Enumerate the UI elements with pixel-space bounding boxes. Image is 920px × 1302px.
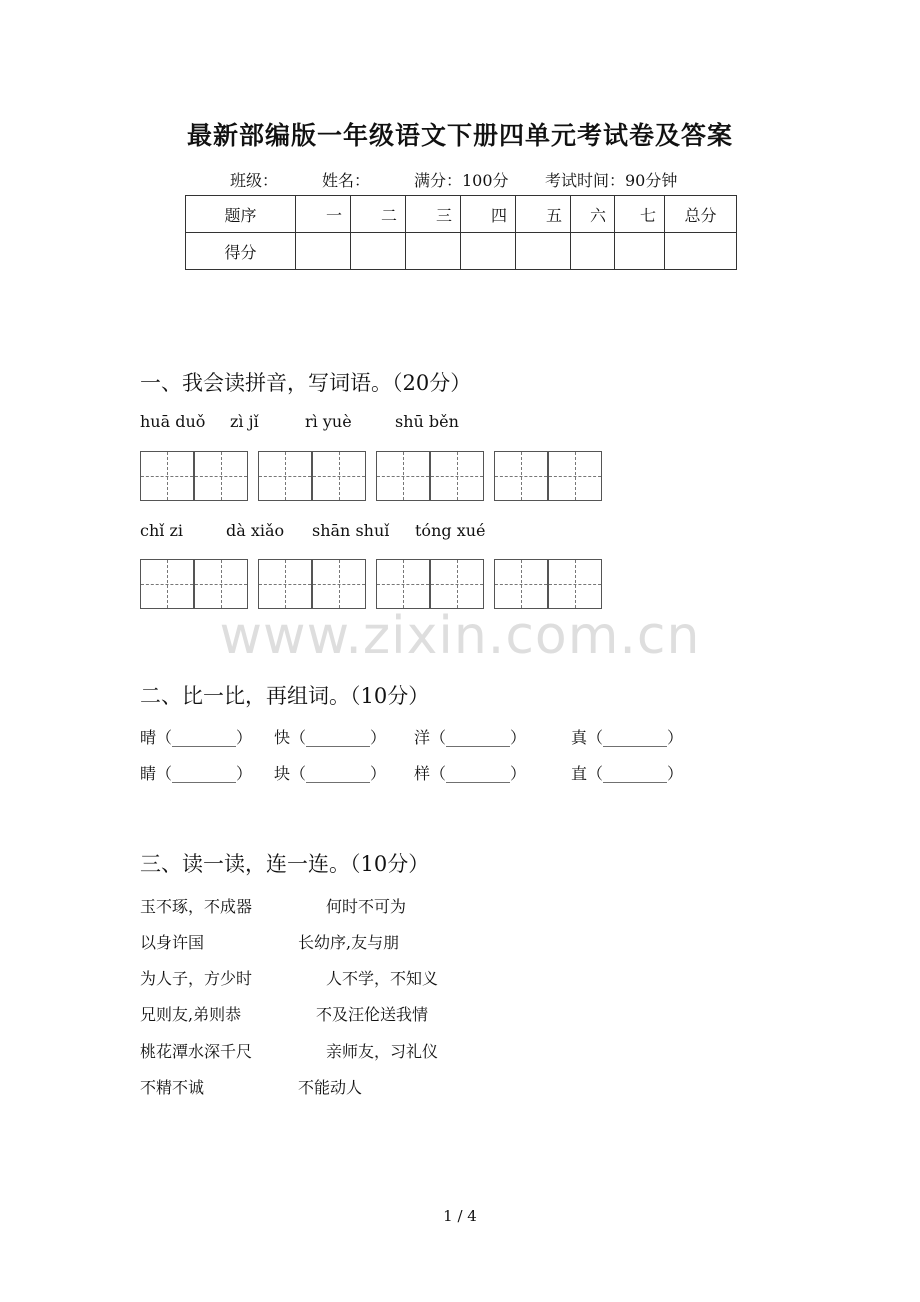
word-blank[interactable]: 洋（________） [414,728,527,747]
match-left-item[interactable]: 以身许国 [140,933,205,952]
writing-grid-row-2 [140,559,610,609]
page-number: 1 / 4 [443,1207,477,1225]
writing-box[interactable] [312,559,366,609]
writing-box[interactable] [194,559,248,609]
score-cell[interactable] [461,233,516,270]
match-row [140,1039,480,1063]
writing-box[interactable] [140,559,194,609]
header-cell: 三 [406,196,461,233]
writing-box[interactable] [258,559,312,609]
match-right-item[interactable]: 长幼序,友与朋 [298,933,400,952]
pinyin-label: zì jǐ [230,412,259,431]
match-right-item[interactable]: 何时不可为 [326,897,407,916]
pinyin-label: shān shuǐ [312,521,390,540]
word-blank[interactable]: 睛（________） [140,764,253,783]
word-blank[interactable]: 块（________） [274,764,387,783]
writing-box[interactable] [194,451,248,501]
compare-row-2 [140,761,700,785]
name-label: 姓名： [322,171,371,190]
exam-time: 考试时间：90分钟 [545,171,678,190]
writing-box[interactable] [548,559,602,609]
exam-info [0,168,920,190]
header-cell: 四 [461,196,516,233]
score-cell[interactable] [296,233,351,270]
writing-box[interactable] [312,451,366,501]
header-cell: 六 [571,196,615,233]
section2-heading: 二、比一比，再组词。（10分） [140,684,430,708]
score-table-header-row [186,196,737,233]
pinyin-label: rì yuè [305,412,352,431]
pinyin-label: chǐ zi [140,521,184,540]
writing-box[interactable] [258,451,312,501]
class-label: 班级： [230,171,279,190]
match-row [140,966,480,990]
word-blank[interactable]: 直（________） [571,764,684,783]
writing-box[interactable] [376,559,430,609]
match-left-item[interactable]: 玉不琢，不成器 [140,897,253,916]
match-right-item[interactable]: 不能动人 [298,1078,363,1097]
full-score: 满分：100分 [414,171,509,190]
writing-box[interactable] [140,451,194,501]
writing-box[interactable] [430,451,484,501]
pinyin-label: shū běn [395,412,459,431]
score-table-score-row [186,233,737,270]
header-cell: 题序 [186,196,296,233]
writing-box[interactable] [376,451,430,501]
score-cell[interactable] [665,233,737,270]
row-label: 得分 [186,233,296,270]
match-row [140,930,480,954]
page-title: 最新部编版一年级语文下册四单元考试卷及答案 [186,121,733,150]
score-cell[interactable] [406,233,461,270]
match-row [140,1002,480,1026]
score-cell[interactable] [516,233,571,270]
match-row [140,894,480,918]
score-cell[interactable] [351,233,406,270]
match-right-item[interactable]: 亲师友，习礼仪 [326,1042,439,1061]
writing-box[interactable] [430,559,484,609]
watermark: www.zixin.com.cn [219,606,701,666]
match-row [140,1075,480,1099]
match-left-item[interactable]: 桃花潭水深千尺 [140,1042,253,1061]
header-cell: 二 [351,196,406,233]
writing-grid-row-1 [140,451,610,501]
word-blank[interactable]: 晴（________） [140,728,253,747]
score-table [185,195,737,270]
word-blank[interactable]: 真（________） [571,728,684,747]
match-left-item[interactable]: 兄则友,弟则恭 [140,1005,242,1024]
writing-box[interactable] [494,451,548,501]
section1-heading: 一、我会读拼音，写词语。（20分） [140,371,472,395]
section3-heading: 三、读一读，连一连。（10分） [140,852,430,876]
header-cell: 五 [516,196,571,233]
match-left-item[interactable]: 为人子，方少时 [140,969,253,988]
compare-row-1 [140,725,700,749]
pinyin-row-2 [140,521,640,545]
pinyin-label: dà xiǎo [226,521,285,540]
match-right-item[interactable]: 不及汪伦送我情 [316,1005,429,1024]
score-cell[interactable] [615,233,665,270]
pinyin-label: tóng xué [415,521,486,540]
header-cell: 七 [615,196,665,233]
header-cell: 一 [296,196,351,233]
match-right-item[interactable]: 人不学，不知义 [326,969,439,988]
word-blank[interactable]: 样（________） [414,764,527,783]
writing-box[interactable] [494,559,548,609]
score-cell[interactable] [571,233,615,270]
header-cell: 总分 [665,196,737,233]
word-blank[interactable]: 快（________） [274,728,387,747]
pinyin-row-1 [140,412,640,436]
pinyin-label: huā duǒ [140,412,206,431]
match-left-item[interactable]: 不精不诚 [140,1078,205,1097]
writing-box[interactable] [548,451,602,501]
